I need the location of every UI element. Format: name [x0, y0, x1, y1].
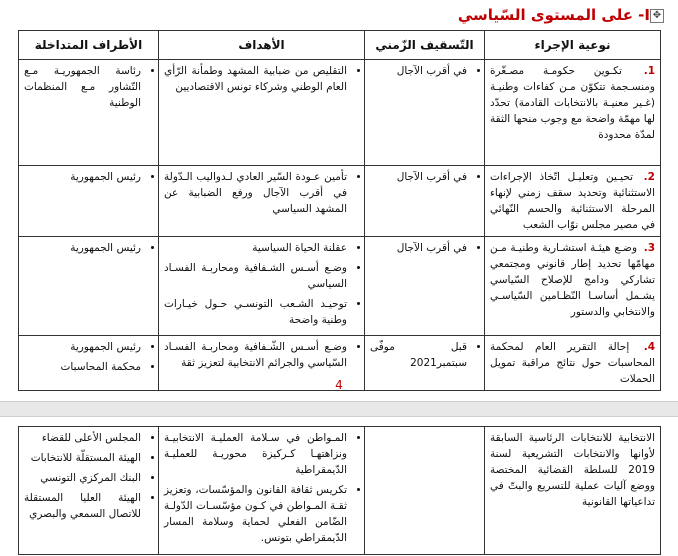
parties-cell: [19, 60, 159, 166]
page-number: 4: [335, 378, 343, 392]
action-text: وضـع هيئـة استشـارية وطنيـة مـن مهامّها تحديد إطار قانوني ومجتمعي تشاركي ودامج للإصلاح السّياسي يشـمل أساسـا النّظـامين السّياسـي والانتخابي والدستور: [490, 242, 655, 318]
timeline-cell: [365, 237, 485, 336]
goal-item: • المـواطن في سـلامة العمليـة الانتخابيـة ونزاهتهـا كـركيزة محوريـة للعمليـة الدّيمقراطية: [164, 430, 347, 478]
timeline-cell: [365, 427, 485, 555]
action-cell: [485, 237, 661, 336]
action-text: إحالة التقرير العام لمحكمة المحاسبات حول نتائج مراقبة تمويل الحملات: [490, 341, 655, 385]
party-item: • رئاسة الجمهوريـة مـع التّشاور مـع المنظمات الوطنية: [24, 63, 141, 111]
party-item: • البنك المركزي التونسي: [24, 470, 141, 486]
action-table-continued: [18, 426, 661, 555]
goals-cell: [159, 60, 365, 166]
table-row: [19, 60, 661, 166]
row-number: 4.: [643, 341, 656, 353]
action-text: الانتخابية للانتخابات الرئاسية السابقة لأوانها والانتخابات التشريعية لسنة 2019 للسلطة القضائية المختصة ووضع آليات عملية للتسريع والبتّ في تداعياتها القانونية: [490, 432, 655, 508]
header-goals: الأهداف: [159, 31, 365, 60]
party-item: • رئيس الجمهورية: [24, 169, 141, 185]
parties-cell: [19, 166, 159, 237]
table-row: [19, 237, 661, 336]
party-item: • المجلس الأعلى للقضاء: [24, 430, 141, 446]
goal-item: • تكريس ثقافة القانون والمؤسّسات، وتعزيز ثقـة المـواطن في كـون مؤسّسـات الدّولـة الضّامن الفعلي لحماية وسلامة المسار الدّيمقراطي بتونس.: [164, 482, 347, 546]
party-item: • الهيئة العليا المستقلة للاتصال السمعي والبصري: [24, 490, 141, 522]
action-cell: [485, 427, 661, 555]
action-table: [18, 30, 661, 391]
goals-cell: [159, 237, 365, 336]
row-number: 3.: [643, 242, 655, 254]
table-move-handle-icon[interactable]: ✥: [650, 9, 664, 23]
goal-item: • توحيـد الشـعب التونسـي حـول خيـارات وطنية واضحة: [164, 296, 347, 328]
goals-cell: [159, 166, 365, 237]
table-row: [19, 166, 661, 237]
action-cell: [485, 60, 661, 166]
header-action-type: نوعية الإجراء: [485, 31, 661, 60]
parties-cell: [19, 237, 159, 336]
party-item: • الهيئة المستقلّة للانتخابات: [24, 450, 141, 466]
goals-cell: [159, 427, 365, 555]
goal-item: • التقليص من ضبابية المشهد وطمأنة الرّأي العام الوطني وشركاء تونس الاقتصاديين: [164, 63, 347, 95]
timeline-text: • في أقرب الآجال: [370, 169, 467, 185]
row-number: 2.: [643, 171, 655, 183]
party-item: • محكمة المحاسبات: [24, 359, 141, 375]
goal-item: • وضـع أسـس الشّـفافية ومحاربـة الفسـاد السّياسي والجرائم الانتخابية لتعزيز ثقة: [164, 339, 347, 371]
timeline-cell: [365, 60, 485, 166]
goal-item: • عقلنة الحياة السياسية: [164, 240, 347, 256]
timeline-text: • قبل موفّى سبتمبر2021: [370, 339, 467, 371]
goal-item: • وضـع أسـس الشـفافية ومحاربـة الفسـاد السياسي: [164, 260, 347, 292]
page-break: [0, 401, 678, 417]
parties-cell: [19, 427, 159, 555]
timeline-text: • في أقرب الآجال: [370, 63, 467, 79]
goal-item: • تأمين عـودة السّير العادي لـدواليب الـدّولة في أقرب الآجال ورفع الضبابية عن المشهد السياسي: [164, 169, 347, 217]
header-timeline: التّسقيف الزّمني: [365, 31, 485, 60]
header-parties: الأطراف المتداخلة: [19, 31, 159, 60]
timeline-text: • في أقرب الآجال: [370, 240, 467, 256]
action-cell: [485, 166, 661, 237]
action-text: تحيـين وتعليـل اتّخاذ الإجراءات الاستثنائية وتحديد سقف زمني لإنهاء المرحلة الاستثنائية والحسم النّهائي في مصير مجلس نوّاب الشعب: [490, 171, 655, 231]
section-heading: I- على المستوى السّياسي: [457, 6, 650, 24]
timeline-cell: [365, 166, 485, 237]
party-item: • رئيس الجمهورية: [24, 240, 141, 256]
table-row: [19, 427, 661, 555]
row-number: 1.: [643, 65, 655, 77]
table-header-row: [19, 31, 661, 60]
action-text: تكـوين حكومـة مصـغّرة ومنسـجمة تتكوّن مـن كفاءات وطنيـة (غـير معنيـة بالانتخابات القادمة) تحدّد لها مهمّة واضحة مع وجوب منحها الثقة لمدّة محدودة: [490, 65, 655, 141]
party-item: • رئيس الجمهورية: [24, 339, 141, 355]
